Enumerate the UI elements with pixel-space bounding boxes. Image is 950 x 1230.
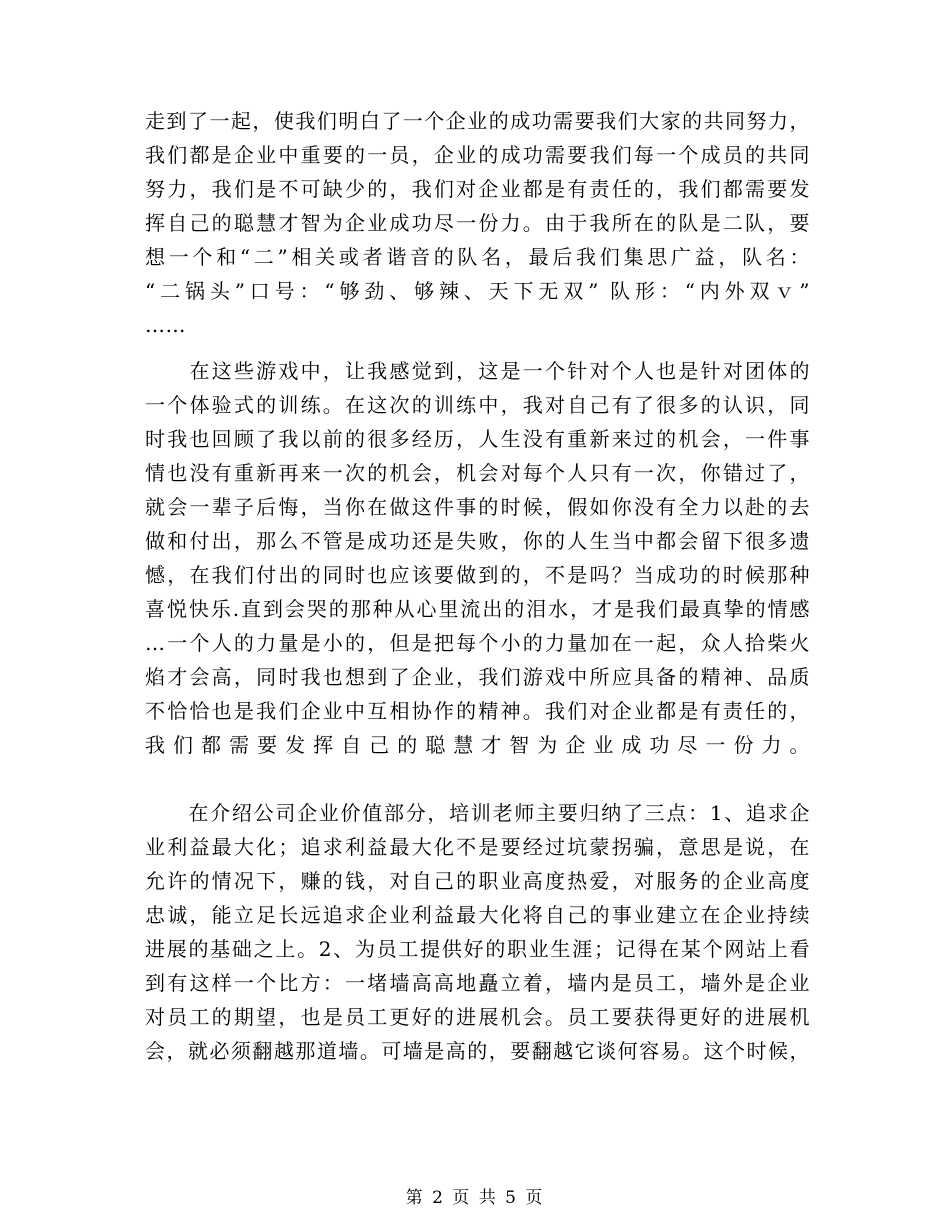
paragraph-gap bbox=[145, 342, 810, 354]
text-line: 喜悦快乐.直到会哭的那种从心里流出的泪水，才是我们最真挚的情感 bbox=[145, 597, 810, 621]
text-line: 对员工的期望，也是员工更好的进展机会。员工要获得更好的进展机 bbox=[145, 1005, 810, 1029]
text-line: 我们都是企业中重要的一员，企业的成功需要我们每一个成员的共同 bbox=[145, 143, 810, 167]
text-line: 走到了一起，使我们明白了一个企业的成功需要我们大家的共同努力， bbox=[145, 109, 810, 133]
text-line: 一个体验式的训练。在这次的训练中，我对自己有了很多的认识，同 bbox=[145, 393, 810, 417]
text-line: 业利益最大化；追求利益最大化不是要经过坑蒙拐骗，意思是说，在 bbox=[145, 835, 810, 859]
text-line: 到有这样一个比方：一堵墙高高地矗立着，墙内是员工，墙外是企业 bbox=[145, 971, 810, 995]
paragraph-2 bbox=[145, 354, 810, 796]
document-body bbox=[145, 104, 810, 1068]
text-line: 挥自己的聪慧才智为企业成功尽一份力。由于我所在的队是二队，要 bbox=[145, 211, 810, 235]
text-line bbox=[145, 762, 810, 796]
text-line: 时我也回顾了我以前的很多经历，人生没有重新来过的机会，一件事 bbox=[145, 427, 810, 451]
text-line: 我们都需要发挥自己的聪慧才智为企业成功尽一份力。 bbox=[145, 733, 810, 757]
text-line: 想一个和“二”相关或者谐音的队名，最后我们集思广益，队名： bbox=[145, 245, 810, 269]
text-line: 努力，我们是不可缺少的，我们对企业都是有责任的，我们都需要发 bbox=[145, 177, 810, 201]
text-line: 进展的基础之上。2、为员工提供好的职业生涯；记得在某个网站上看 bbox=[145, 937, 810, 961]
text-line: 不恰恰也是我们企业中互相协作的精神。我们对企业都是有责任的， bbox=[145, 699, 810, 723]
paragraph-1 bbox=[145, 104, 810, 342]
page-number: 第 2 页 共 5 页 bbox=[405, 1188, 545, 1208]
text-line: …… bbox=[145, 313, 186, 337]
text-line: 就会一辈子后悔，当你在做这件事的时候，假如你没有全力以赴的去 bbox=[145, 495, 810, 519]
text-line: 在介绍公司企业价值部分，培训老师主要归纳了三点：1、追求企 bbox=[145, 801, 810, 825]
text-line: …一个人的力量是小的，但是把每个小的力量加在一起，众人拾柴火 bbox=[145, 631, 810, 655]
text-line: 憾，在我们付出的同时也应该要做到的，不是吗？当成功的时候那种 bbox=[145, 563, 810, 587]
text-line: 会，就必须翻越那道墙。可墙是高的，要翻越它谈何容易。这个时候， bbox=[145, 1039, 810, 1063]
text-line: 忠诚，能立足长远追求企业利益最大化将自己的事业建立在企业持续 bbox=[145, 903, 810, 927]
text-line: “二锅头”口号：“够劲、够辣、天下无双” 队形：“内外双ｖ” bbox=[145, 279, 810, 303]
text-line: 在这些游戏中，让我感觉到，这是一个针对个人也是针对团体的 bbox=[145, 359, 810, 383]
text-line: 允许的情况下，赚的钱，对自己的职业高度热爱，对服务的企业高度 bbox=[145, 869, 810, 893]
text-line: 做和付出，那么不管是成功还是失败，你的人生当中都会留下很多遗 bbox=[145, 529, 810, 553]
text-line: 情也没有重新再来一次的机会，机会对每个人只有一次，你错过了， bbox=[145, 461, 810, 485]
text-line: 焰才会高，同时我也想到了企业，我们游戏中所应具备的精神、品质 bbox=[145, 665, 810, 689]
paragraph-3 bbox=[145, 796, 810, 1068]
